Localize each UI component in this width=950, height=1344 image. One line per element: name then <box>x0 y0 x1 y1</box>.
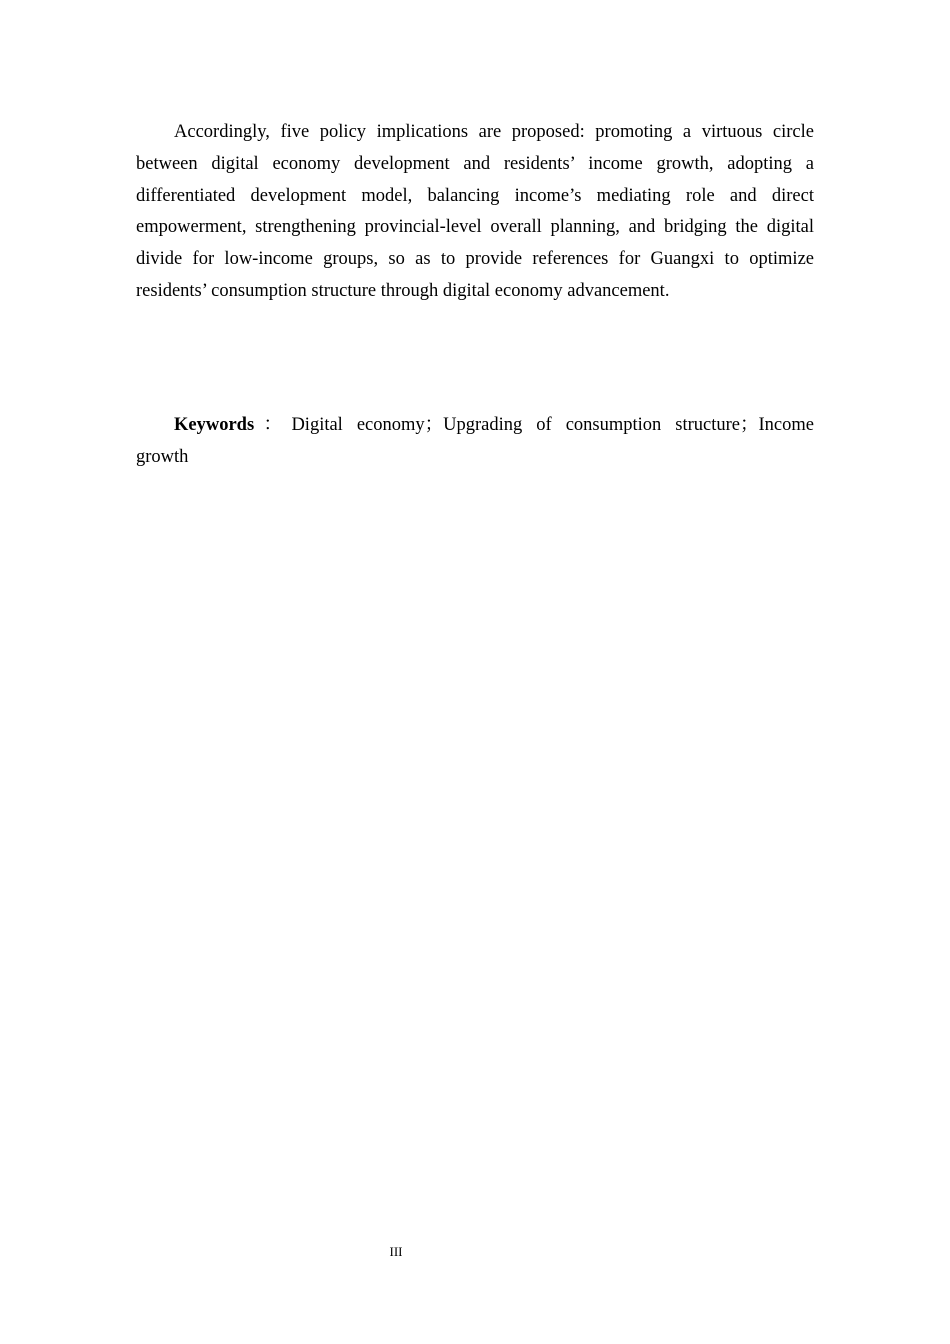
keywords-label: Keywords <box>174 415 255 435</box>
keywords-paragraph <box>136 410 814 474</box>
keyword-item: Digital economy <box>291 415 425 435</box>
keyword-item: Upgrading of consumption structure <box>443 415 740 435</box>
keyword-separator: ； <box>740 415 759 435</box>
page-number: III <box>389 1244 403 1259</box>
keywords-label-separator: ： <box>254 415 292 435</box>
keyword-separator: ； <box>424 415 444 435</box>
keyword-item: Income growth <box>136 415 814 467</box>
abstract-paragraph: Accordingly, five policy implications are proposed: promoting a virtuous circle between digital economy development and residents’ income growth, adopting a differentiated development model, balancing income’s mediating role and direct empowerment, strengthening provincial-level overall planning, and bridging the digital divide for low-income groups, so as to provide references for Guangxi to optimize residents’ consumption structure through digital economy advancement. <box>136 122 814 301</box>
